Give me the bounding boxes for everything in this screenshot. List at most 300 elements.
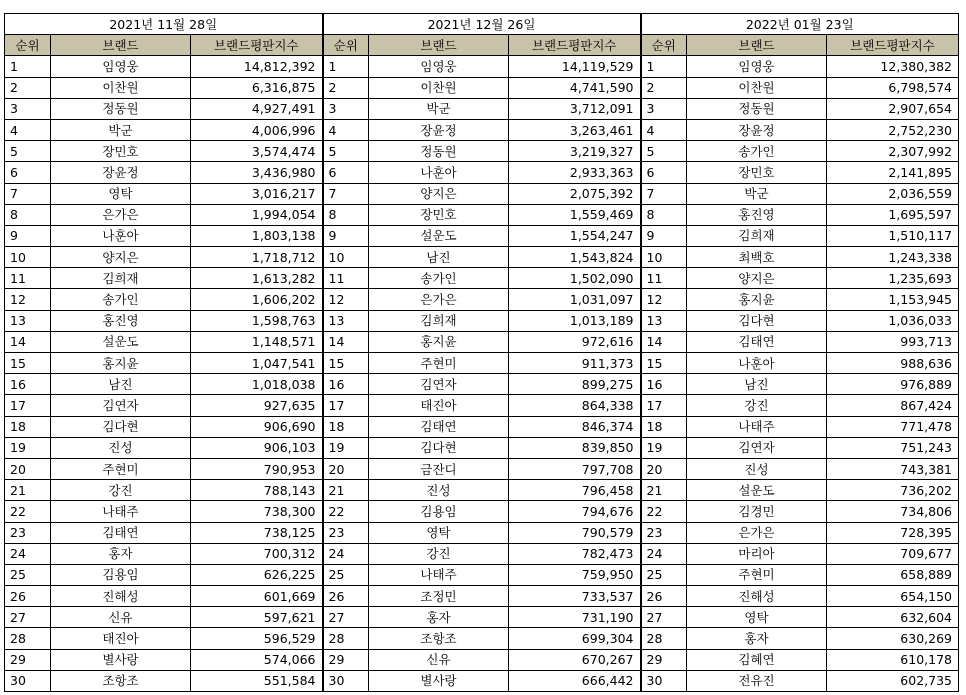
rank-cell: 12 (323, 289, 369, 310)
score-cell: 658,889 (827, 564, 959, 585)
score-cell: 797,708 (509, 458, 641, 479)
table-row (5, 56, 959, 77)
score-cell: 738,125 (191, 522, 323, 543)
table-row (5, 480, 959, 501)
rank-cell: 11 (641, 268, 687, 289)
period-3-date: 2022년 01월 23일 (641, 14, 959, 35)
score-header: 브랜드평판지수 (827, 35, 959, 56)
brand-name-cell: 송가인 (369, 268, 509, 289)
rank-cell: 9 (5, 225, 51, 246)
brand-name-cell: 영탁 (51, 183, 191, 204)
score-cell: 972,616 (509, 331, 641, 352)
rank-cell: 29 (323, 649, 369, 670)
rank-cell: 1 (323, 56, 369, 77)
brand-name-cell: 김희재 (687, 225, 827, 246)
rank-cell: 29 (641, 649, 687, 670)
score-cell: 839,850 (509, 437, 641, 458)
rank-cell: 14 (5, 331, 51, 352)
brand-name-cell: 임영웅 (51, 56, 191, 77)
brand-name-cell: 나태주 (687, 416, 827, 437)
score-cell: 1,031,097 (509, 289, 641, 310)
brand-name-cell: 김태연 (687, 331, 827, 352)
brand-name-cell: 남진 (687, 374, 827, 395)
brand-name-cell: 김다현 (687, 310, 827, 331)
score-cell: 6,798,574 (827, 77, 959, 98)
score-cell: 1,153,945 (827, 289, 959, 310)
rank-cell: 10 (323, 247, 369, 268)
score-cell: 12,380,382 (827, 56, 959, 77)
rank-cell: 19 (323, 437, 369, 458)
rank-cell: 23 (5, 522, 51, 543)
brand-header: 브랜드 (369, 35, 509, 56)
brand-name-cell: 임영웅 (687, 56, 827, 77)
brand-name-cell: 박군 (687, 183, 827, 204)
score-cell: 790,953 (191, 458, 323, 479)
rank-cell: 14 (641, 331, 687, 352)
score-cell: 899,275 (509, 374, 641, 395)
rank-cell: 18 (641, 416, 687, 437)
table-row (5, 141, 959, 162)
score-cell: 602,735 (827, 670, 959, 691)
score-cell: 846,374 (509, 416, 641, 437)
brand-name-cell: 별사랑 (369, 670, 509, 691)
rank-cell: 22 (323, 501, 369, 522)
brand-name-cell: 김태연 (369, 416, 509, 437)
score-cell: 788,143 (191, 480, 323, 501)
rank-cell: 26 (323, 586, 369, 607)
date-row (5, 14, 959, 35)
rank-cell: 5 (5, 141, 51, 162)
rank-cell: 1 (641, 56, 687, 77)
brand-name-cell: 영탁 (369, 522, 509, 543)
table-row (5, 204, 959, 225)
score-cell: 1,613,282 (191, 268, 323, 289)
score-cell: 601,669 (191, 586, 323, 607)
brand-name-cell: 홍자 (687, 628, 827, 649)
table-row (5, 564, 959, 585)
brand-name-cell: 최백호 (687, 247, 827, 268)
score-cell: 597,621 (191, 607, 323, 628)
brand-name-cell: 마리아 (687, 543, 827, 564)
score-cell: 864,338 (509, 395, 641, 416)
brand-name-cell: 주현미 (369, 353, 509, 374)
score-cell: 911,373 (509, 353, 641, 374)
score-cell: 14,119,529 (509, 56, 641, 77)
brand-name-cell: 장민호 (687, 162, 827, 183)
score-cell: 734,806 (827, 501, 959, 522)
brand-name-cell: 태진아 (51, 628, 191, 649)
score-cell: 2,036,559 (827, 183, 959, 204)
rank-cell: 23 (323, 522, 369, 543)
rank-cell: 24 (323, 543, 369, 564)
score-cell: 906,103 (191, 437, 323, 458)
rank-cell: 8 (641, 204, 687, 225)
rank-cell: 10 (641, 247, 687, 268)
score-cell: 867,424 (827, 395, 959, 416)
table-row (5, 628, 959, 649)
brand-name-cell: 태진아 (369, 395, 509, 416)
rank-cell: 15 (5, 353, 51, 374)
score-cell: 2,933,363 (509, 162, 641, 183)
brand-name-cell: 설운도 (687, 480, 827, 501)
score-cell: 1,695,597 (827, 204, 959, 225)
score-cell: 728,395 (827, 522, 959, 543)
brand-name-cell: 영탁 (687, 607, 827, 628)
brand-name-cell: 김희재 (51, 268, 191, 289)
table-row (5, 458, 959, 479)
rank-cell: 30 (5, 670, 51, 691)
rank-cell: 27 (323, 607, 369, 628)
brand-name-cell: 진해성 (51, 586, 191, 607)
brand-name-cell: 양지은 (369, 183, 509, 204)
brand-name-cell: 신유 (369, 649, 509, 670)
score-cell: 666,442 (509, 670, 641, 691)
score-cell: 699,304 (509, 628, 641, 649)
brand-name-cell: 김다현 (369, 437, 509, 458)
rank-cell: 6 (641, 162, 687, 183)
brand-name-cell: 나태주 (369, 564, 509, 585)
score-cell: 1,554,247 (509, 225, 641, 246)
rank-cell: 7 (641, 183, 687, 204)
brand-name-cell: 김연자 (51, 395, 191, 416)
score-cell: 738,300 (191, 501, 323, 522)
score-cell: 610,178 (827, 649, 959, 670)
rank-cell: 5 (323, 141, 369, 162)
score-cell: 551,584 (191, 670, 323, 691)
rank-cell: 18 (323, 416, 369, 437)
table-row (5, 77, 959, 98)
rank-cell: 24 (641, 543, 687, 564)
rank-cell: 4 (641, 119, 687, 140)
score-cell: 596,529 (191, 628, 323, 649)
score-cell: 736,202 (827, 480, 959, 501)
score-cell: 733,537 (509, 586, 641, 607)
brand-name-cell: 은가은 (687, 522, 827, 543)
rank-cell: 4 (323, 119, 369, 140)
brand-name-cell: 설운도 (369, 225, 509, 246)
score-cell: 2,752,230 (827, 119, 959, 140)
rank-cell: 30 (323, 670, 369, 691)
score-cell: 626,225 (191, 564, 323, 585)
brand-name-cell: 장윤정 (369, 119, 509, 140)
brand-name-cell: 조항조 (369, 628, 509, 649)
score-cell: 630,269 (827, 628, 959, 649)
brand-name-cell: 박군 (51, 119, 191, 140)
table-row (5, 416, 959, 437)
brand-name-cell: 정동원 (51, 98, 191, 119)
brand-name-cell: 신유 (51, 607, 191, 628)
brand-name-cell: 진성 (369, 480, 509, 501)
brand-name-cell: 정동원 (369, 141, 509, 162)
score-cell: 927,635 (191, 395, 323, 416)
brand-name-cell: 진성 (51, 437, 191, 458)
rank-cell: 9 (323, 225, 369, 246)
score-cell: 794,676 (509, 501, 641, 522)
rank-cell: 15 (641, 353, 687, 374)
rank-cell: 3 (5, 98, 51, 119)
score-cell: 3,219,327 (509, 141, 641, 162)
score-cell: 988,636 (827, 353, 959, 374)
score-cell: 782,473 (509, 543, 641, 564)
brand-name-cell: 전유진 (687, 670, 827, 691)
brand-name-cell: 양지은 (51, 247, 191, 268)
score-cell: 1,606,202 (191, 289, 323, 310)
brand-name-cell: 남진 (369, 247, 509, 268)
rank-cell: 13 (5, 310, 51, 331)
brand-name-cell: 나훈아 (687, 353, 827, 374)
brand-name-cell: 김경민 (687, 501, 827, 522)
table-row (5, 649, 959, 670)
rank-cell: 19 (641, 437, 687, 458)
score-cell: 1,235,693 (827, 268, 959, 289)
brand-name-cell: 이찬원 (369, 77, 509, 98)
score-cell: 751,243 (827, 437, 959, 458)
rank-cell: 23 (641, 522, 687, 543)
brand-name-cell: 김연자 (687, 437, 827, 458)
brand-name-cell: 이찬원 (51, 77, 191, 98)
brand-name-cell: 은가은 (51, 204, 191, 225)
table-row (5, 183, 959, 204)
brand-name-cell: 임영웅 (369, 56, 509, 77)
score-cell: 2,307,992 (827, 141, 959, 162)
brand-name-cell: 김태연 (51, 522, 191, 543)
rank-cell: 7 (323, 183, 369, 204)
table-body (5, 56, 959, 692)
table-row (5, 374, 959, 395)
score-cell: 1,598,763 (191, 310, 323, 331)
score-cell: 796,458 (509, 480, 641, 501)
rank-cell: 27 (5, 607, 51, 628)
table-row (5, 119, 959, 140)
table-row (5, 98, 959, 119)
table-row (5, 607, 959, 628)
rank-cell: 14 (323, 331, 369, 352)
rank-cell: 29 (5, 649, 51, 670)
rank-cell: 18 (5, 416, 51, 437)
brand-name-cell: 송가인 (51, 289, 191, 310)
score-cell: 906,690 (191, 416, 323, 437)
score-cell: 14,812,392 (191, 56, 323, 77)
rank-header: 순위 (5, 35, 51, 56)
rank-cell: 11 (5, 268, 51, 289)
score-cell: 1,510,117 (827, 225, 959, 246)
brand-name-cell: 장민호 (369, 204, 509, 225)
rank-cell: 16 (5, 374, 51, 395)
score-header: 브랜드평판지수 (509, 35, 641, 56)
rank-cell: 9 (641, 225, 687, 246)
period-1-date: 2021년 11월 28일 (5, 14, 323, 35)
score-cell: 3,263,461 (509, 119, 641, 140)
brand-name-cell: 별사랑 (51, 649, 191, 670)
rank-cell: 28 (641, 628, 687, 649)
brand-header: 브랜드 (51, 35, 191, 56)
table-row (5, 331, 959, 352)
score-cell: 4,741,590 (509, 77, 641, 98)
rank-cell: 16 (323, 374, 369, 395)
score-cell: 2,075,392 (509, 183, 641, 204)
rank-cell: 1 (5, 56, 51, 77)
brand-name-cell: 홍진영 (51, 310, 191, 331)
score-cell: 2,141,895 (827, 162, 959, 183)
rank-cell: 2 (323, 77, 369, 98)
score-cell: 993,713 (827, 331, 959, 352)
score-cell: 4,006,996 (191, 119, 323, 140)
brand-name-cell: 김혜연 (687, 649, 827, 670)
brand-name-cell: 김용임 (51, 564, 191, 585)
brand-name-cell: 홍지윤 (51, 353, 191, 374)
rank-cell: 26 (641, 586, 687, 607)
brand-name-cell: 송가인 (687, 141, 827, 162)
score-cell: 1,718,712 (191, 247, 323, 268)
score-cell: 632,604 (827, 607, 959, 628)
brand-name-cell: 김용임 (369, 501, 509, 522)
brand-name-cell: 강진 (687, 395, 827, 416)
brand-name-cell: 설운도 (51, 331, 191, 352)
score-cell: 1,013,189 (509, 310, 641, 331)
rank-cell: 17 (641, 395, 687, 416)
brand-name-cell: 김희재 (369, 310, 509, 331)
table-row (5, 247, 959, 268)
brand-name-cell: 나훈아 (51, 225, 191, 246)
brand-name-cell: 장윤정 (687, 119, 827, 140)
score-cell: 2,907,654 (827, 98, 959, 119)
rank-cell: 22 (5, 501, 51, 522)
table-row (5, 395, 959, 416)
score-cell: 1,803,138 (191, 225, 323, 246)
brand-name-cell: 나태주 (51, 501, 191, 522)
score-cell: 1,543,824 (509, 247, 641, 268)
table-row (5, 310, 959, 331)
brand-name-cell: 진해성 (687, 586, 827, 607)
rank-cell: 12 (641, 289, 687, 310)
score-cell: 1,243,338 (827, 247, 959, 268)
brand-name-cell: 홍자 (51, 543, 191, 564)
ranking-table-container (4, 13, 959, 692)
rank-cell: 30 (641, 670, 687, 691)
brand-name-cell: 이찬원 (687, 77, 827, 98)
brand-name-cell: 은가은 (369, 289, 509, 310)
rank-cell: 20 (323, 458, 369, 479)
brand-name-cell: 김연자 (369, 374, 509, 395)
rank-cell: 21 (323, 480, 369, 501)
rank-cell: 2 (5, 77, 51, 98)
rank-cell: 3 (323, 98, 369, 119)
score-cell: 976,889 (827, 374, 959, 395)
rank-cell: 6 (5, 162, 51, 183)
brand-name-cell: 장민호 (51, 141, 191, 162)
score-cell: 3,436,980 (191, 162, 323, 183)
table-row (5, 522, 959, 543)
brand-name-cell: 주현미 (687, 564, 827, 585)
brand-name-cell: 조항조 (51, 670, 191, 691)
score-cell: 670,267 (509, 649, 641, 670)
rank-cell: 8 (5, 204, 51, 225)
period-2-date: 2021년 12월 26일 (323, 14, 641, 35)
rank-cell: 19 (5, 437, 51, 458)
brand-name-cell: 홍지윤 (369, 331, 509, 352)
score-cell: 574,066 (191, 649, 323, 670)
rank-cell: 28 (5, 628, 51, 649)
rank-cell: 7 (5, 183, 51, 204)
score-cell: 1,502,090 (509, 268, 641, 289)
score-cell: 700,312 (191, 543, 323, 564)
table-row (5, 586, 959, 607)
brand-reputation-table (4, 13, 959, 692)
brand-name-cell: 금잔디 (369, 458, 509, 479)
rank-cell: 21 (5, 480, 51, 501)
table-row (5, 670, 959, 691)
score-header: 브랜드평판지수 (191, 35, 323, 56)
rank-cell: 12 (5, 289, 51, 310)
rank-cell: 25 (641, 564, 687, 585)
column-header-row (5, 35, 959, 56)
score-cell: 4,927,491 (191, 98, 323, 119)
brand-name-cell: 홍지윤 (687, 289, 827, 310)
table-row (5, 289, 959, 310)
table-row (5, 353, 959, 374)
rank-cell: 3 (641, 98, 687, 119)
brand-name-cell: 홍자 (369, 607, 509, 628)
score-cell: 1,994,054 (191, 204, 323, 225)
score-cell: 1,018,038 (191, 374, 323, 395)
score-cell: 790,579 (509, 522, 641, 543)
score-cell: 654,150 (827, 586, 959, 607)
rank-header: 순위 (641, 35, 687, 56)
score-cell: 759,950 (509, 564, 641, 585)
rank-cell: 6 (323, 162, 369, 183)
table-row (5, 268, 959, 289)
brand-name-cell: 양지은 (687, 268, 827, 289)
brand-name-cell: 김다현 (51, 416, 191, 437)
score-cell: 731,190 (509, 607, 641, 628)
score-cell: 1,559,469 (509, 204, 641, 225)
brand-name-cell: 강진 (369, 543, 509, 564)
rank-cell: 26 (5, 586, 51, 607)
rank-cell: 25 (5, 564, 51, 585)
rank-cell: 2 (641, 77, 687, 98)
score-cell: 743,381 (827, 458, 959, 479)
rank-cell: 5 (641, 141, 687, 162)
table-row (5, 437, 959, 458)
score-cell: 1,148,571 (191, 331, 323, 352)
score-cell: 3,712,091 (509, 98, 641, 119)
rank-cell: 25 (323, 564, 369, 585)
brand-header: 브랜드 (687, 35, 827, 56)
rank-cell: 11 (323, 268, 369, 289)
brand-name-cell: 강진 (51, 480, 191, 501)
score-cell: 3,016,217 (191, 183, 323, 204)
rank-cell: 21 (641, 480, 687, 501)
score-cell: 3,574,474 (191, 141, 323, 162)
rank-cell: 24 (5, 543, 51, 564)
score-cell: 1,036,033 (827, 310, 959, 331)
table-row (5, 162, 959, 183)
rank-cell: 15 (323, 353, 369, 374)
brand-name-cell: 나훈아 (369, 162, 509, 183)
rank-cell: 13 (323, 310, 369, 331)
rank-cell: 17 (323, 395, 369, 416)
brand-name-cell: 정동원 (687, 98, 827, 119)
rank-cell: 20 (641, 458, 687, 479)
rank-cell: 22 (641, 501, 687, 522)
brand-name-cell: 박군 (369, 98, 509, 119)
rank-cell: 20 (5, 458, 51, 479)
score-cell: 771,478 (827, 416, 959, 437)
rank-cell: 16 (641, 374, 687, 395)
table-row (5, 501, 959, 522)
score-cell: 709,677 (827, 543, 959, 564)
rank-cell: 17 (5, 395, 51, 416)
